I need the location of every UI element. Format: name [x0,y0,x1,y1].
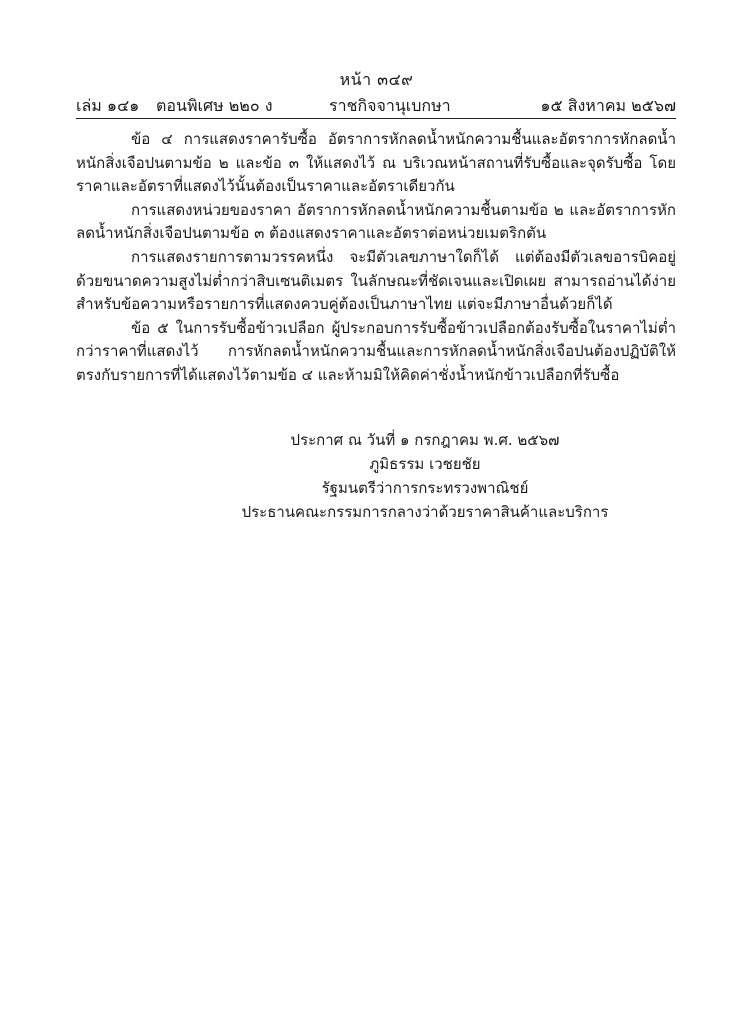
paragraph-price-units: การแสดงหน่วยของราคา อัตราการหักลดน้ำหนักความชื้นตามข้อ ๒ และอัตราการหักลดน้ำหนักสิ่งเจือปนตามข้อ ๓ ต้องแสดงราคาและอัตราต่อหน่วยเมตริกตัน [76,200,676,243]
special-issue: ตอนพิเศษ ๒๒๐ ง [156,96,273,115]
signatory-role: ประธานคณะกรรมการกลางว่าด้วยราคาสินค้าและบริการ [241,503,609,521]
signatory-name: ภูมิธรรม เวชยชัย [369,455,481,473]
header-divider [76,118,676,119]
signature-block [200,428,650,524]
paragraph-display-format: การแสดงรายการตามวรรคหนึ่ง จะมีตัวเลขภาษาใดก็ได้ แต่ต้องมีตัวเลขอารบิคอยู่ด้วยขนาดความสูงไม่ต่ำกว่าสิบเซนติเมตร ในลักษณะที่ชัดเจนและเปิดเผย สามารถอ่านได้ง่าย สำหรับข้อความหรือรายการที่แสดงควบคู่ต้องเป็นภาษาไทย แต่จะมีภาษาอื่นด้วยก็ได้ [76,247,676,314]
paragraph-clause-5: ข้อ ๕ ในการรับซื้อข้าวเปลือก ผู้ประกอบการรับซื้อข้าวเปลือกต้องรับซื้อในราคาไม่ต่ำกว่าราคาที่แสดงไว้ การหักลดน้ำหนักความชื้นและการหักลดน้ำหนักสิ่งเจือปนต้องปฏิบัติให้ตรงกับรายการที่ได้แสดงไว้ตามข้อ ๔ และห้ามมิให้คิดค่าชั่งน้ำหนักข้าวเปลือกที่รับซื้อ [76,318,676,384]
announcement-date: ประกาศ ณ วันที่ ๑ กรกฎาคม พ.ศ. ๒๕๖๗ [290,431,560,449]
announcement-body [76,128,676,388]
gazette-header [76,94,676,116]
volume-number: เล่ม ๑๔๑ [76,96,140,115]
page-number: หน้า ๓๔๙ [339,70,414,89]
paragraph-clause-4: ข้อ ๔ การแสดงราคารับซื้อ อัตราการหักลดน้ำหนักความชื้นและอัตราการหักลดน้ำหนักสิ่งเจือปนตามข้อ ๒ และข้อ ๓ ให้แสดงไว้ ณ บริเวณหน้าสถานที่รับซื้อและจุดรับซื้อ โดยราคาและอัตราที่แสดงไว้นั้นต้องเป็นราคาและอัตราเดียวกัน [76,130,676,196]
publication-date: ๑๕ สิงหาคม ๒๕๖๗ [540,96,676,115]
signatory-position: รัฐมนตรีว่าการกระทรวงพาณิชย์ [321,479,529,497]
gazette-name: ราชกิจจานุเบกษา [329,96,451,115]
